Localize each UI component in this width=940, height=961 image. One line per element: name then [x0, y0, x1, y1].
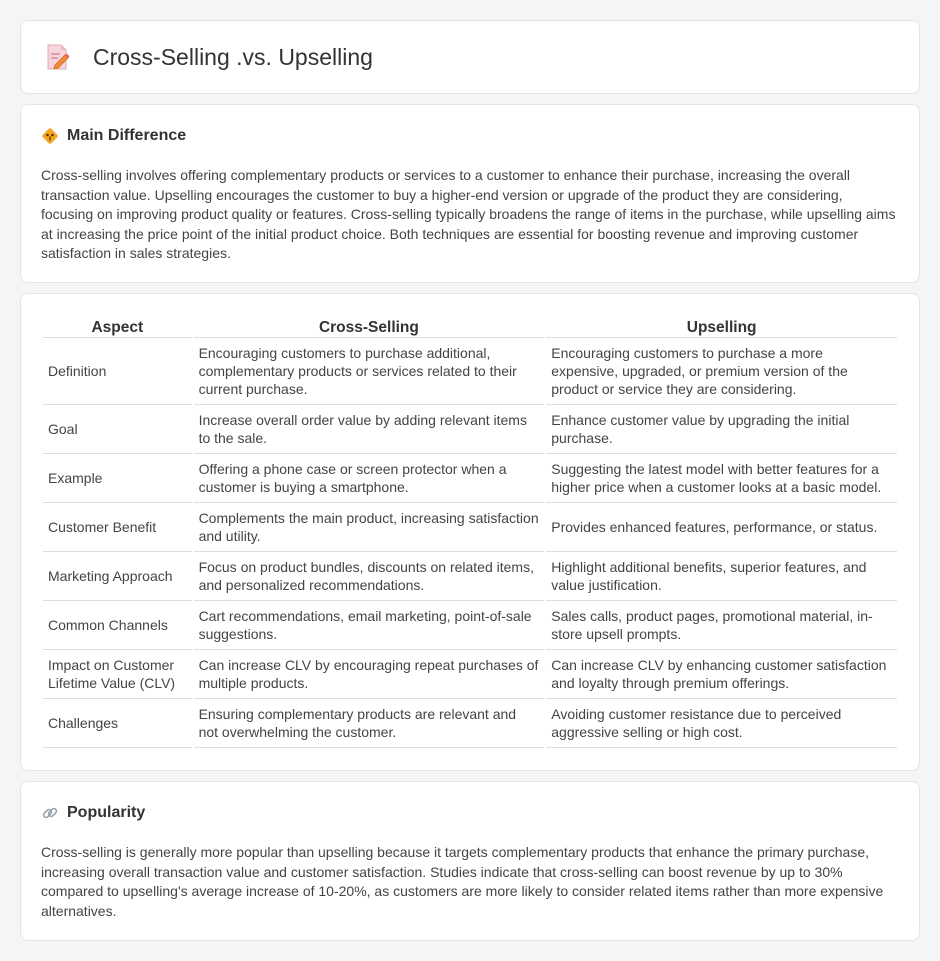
header-aspect: Aspect — [43, 314, 192, 338]
row-aspect: Challenges — [43, 699, 192, 748]
document-edit-icon — [45, 43, 71, 71]
row-cross-selling: Increase overall order value by adding relevant items to the sale. — [194, 405, 545, 454]
row-cross-selling: Cart recommendations, email marketing, point-of-sale suggestions. — [194, 601, 545, 650]
popularity-header — [41, 804, 145, 822]
main-difference-title: Main Difference — [67, 127, 187, 144]
page-title: Cross-Selling .vs. Upselling — [93, 43, 373, 70]
row-upselling: Provides enhanced features, performance, or status. — [546, 503, 897, 552]
row-upselling: Encouraging customers to purchase a more expensive, upgraded, or premium version of the product or service they are considering. — [546, 338, 897, 405]
table-row — [43, 650, 897, 699]
table-header-row — [43, 314, 897, 338]
row-upselling: Enhance customer value by upgrading the initial purchase. — [546, 405, 897, 454]
row-cross-selling: Complements the main product, increasing satisfaction and utility. — [194, 503, 545, 552]
main-difference-card — [20, 104, 920, 283]
table-row — [43, 601, 897, 650]
table-row — [43, 503, 897, 552]
row-aspect: Customer Benefit — [43, 503, 192, 552]
diamond-warning-icon — [41, 127, 59, 145]
row-aspect: Impact on Customer Lifetime Value (CLV) — [43, 650, 192, 699]
row-cross-selling: Can increase CLV by encouraging repeat purchases of multiple products. — [194, 650, 545, 699]
row-upselling: Suggesting the latest model with better features for a higher price when a customer looks at a basic model. — [546, 454, 897, 503]
row-aspect: Definition — [43, 338, 192, 405]
row-aspect: Goal — [43, 405, 192, 454]
row-cross-selling: Focus on product bundles, discounts on related items, and personalized recommendations. — [194, 552, 545, 601]
row-aspect: Marketing Approach — [43, 552, 192, 601]
popularity-title: Popularity — [67, 804, 146, 821]
header-upselling: Upselling — [546, 314, 897, 338]
table-row — [43, 405, 897, 454]
main-difference-header — [41, 127, 186, 145]
popularity-text: Cross-selling is generally more popular than upselling because it targets complementary products that enhance the primary purchase, increasing overall transaction value and customer satisfaction. Studies indicate that cross-selling can boost revenue by up to 30% compared to upselling's average increase of 10-20%, as customers are more likely to consider related items rather than more expensive alternatives. — [41, 844, 884, 919]
row-aspect: Example — [43, 454, 192, 503]
row-aspect: Common Channels — [43, 601, 192, 650]
row-upselling: Sales calls, product pages, promotional material, in-store upsell prompts. — [546, 601, 897, 650]
row-cross-selling: Encouraging customers to purchase additional, complementary products or services related to their current purchase. — [194, 338, 545, 405]
comparison-card — [20, 293, 920, 771]
header-cross-selling: Cross-Selling — [194, 314, 545, 338]
table-row — [43, 338, 897, 405]
row-upselling: Avoiding customer resistance due to perceived aggressive selling or high cost. — [546, 699, 897, 748]
table-row — [43, 552, 897, 601]
title-bar — [45, 43, 373, 71]
row-cross-selling: Offering a phone case or screen protector when a customer is buying a smartphone. — [194, 454, 545, 503]
main-difference-text: Cross-selling involves offering complementary products or services to a customer to enhance their purchase, increasing the overall transaction value. Upselling encourages the customer to buy a higher-end version or upgrade of the product they are considering, focusing on improving product quality or features. Cross-selling typically broadens the range of items in the purchase, while upselling aims at increasing the price point of the initial product choice. Both techniques are essential for boosting revenue and improving customer satisfaction in sales strategies. — [41, 167, 896, 261]
link-icon — [41, 804, 59, 822]
table-row — [43, 454, 897, 503]
header-card — [20, 20, 920, 94]
table-row — [43, 699, 897, 748]
row-upselling: Can increase CLV by enhancing customer satisfaction and loyalty through premium offerings. — [546, 650, 897, 699]
comparison-table — [41, 314, 899, 748]
popularity-card — [20, 781, 920, 941]
row-upselling: Highlight additional benefits, superior features, and value justification. — [546, 552, 897, 601]
row-cross-selling: Ensuring complementary products are relevant and not overwhelming the customer. — [194, 699, 545, 748]
